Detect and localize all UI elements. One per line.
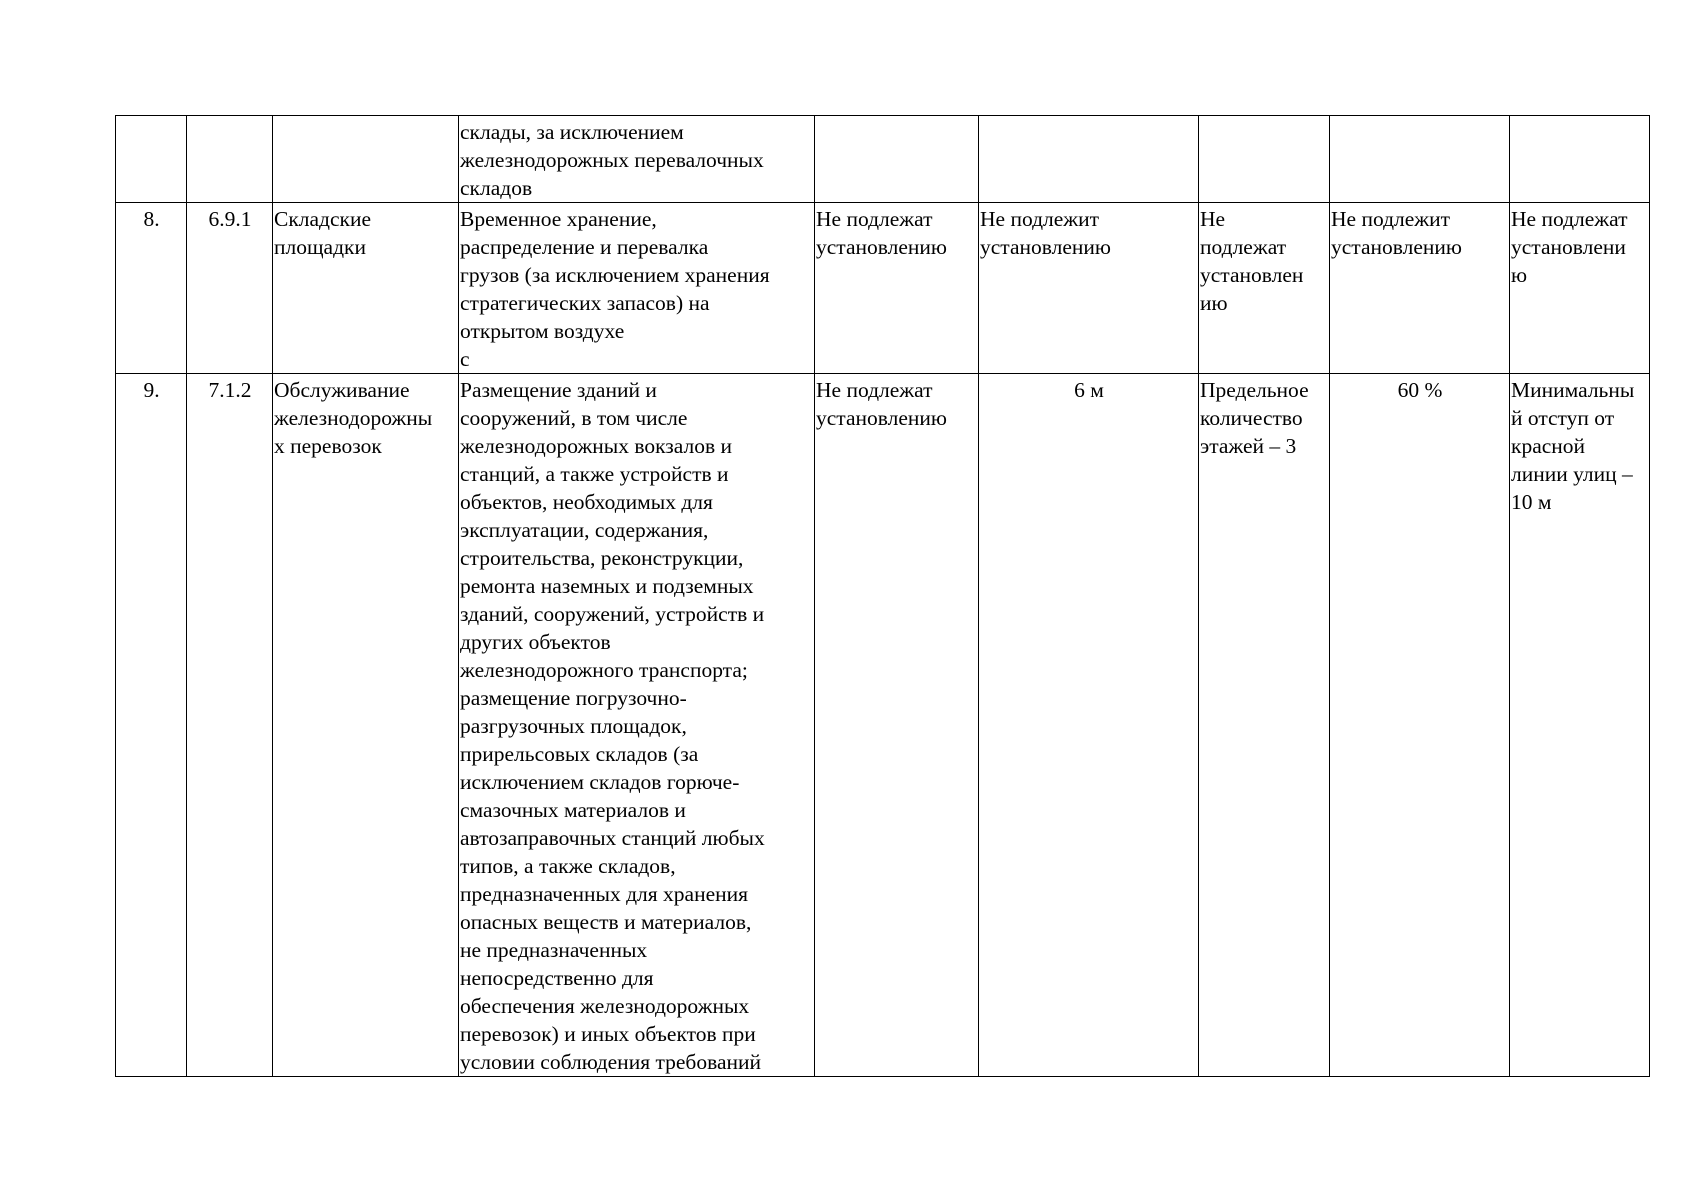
- code-cell: 6.9.1: [187, 203, 273, 374]
- name-cell: Обслуживание железнодорожны х перевозок: [273, 374, 459, 1077]
- value-cell: Предельное количество этажей – 3: [1199, 374, 1330, 1077]
- value-cell: Минимальны й отступ от красной линии улиц – 10 м: [1510, 374, 1650, 1077]
- document-table: [115, 115, 1650, 1077]
- code-cell: [187, 116, 273, 203]
- value-cell: 60 %: [1330, 374, 1510, 1077]
- value-cell: Не подлежат установлению: [815, 374, 979, 1077]
- table-row: [116, 116, 1650, 203]
- row-number-cell: 8.: [116, 203, 187, 374]
- value-cell: [979, 116, 1199, 203]
- table-row: [116, 203, 1650, 374]
- description-cell: Временное хранение, распределение и перевалка грузов (за исключением хранения стратегических запасов) на открытом воздухе с: [459, 203, 815, 374]
- table-row: [116, 374, 1650, 1077]
- value-cell: [815, 116, 979, 203]
- value-cell: [1510, 116, 1650, 203]
- value-cell: [1330, 116, 1510, 203]
- value-cell: Не подлежат установлен ию: [1199, 203, 1330, 374]
- description-cell: Размещение зданий и сооружений, в том числе железнодорожных вокзалов и станций, а также устройств и объектов, необходимых для эксплуатации, содержания, строительства, реконструкции, ремонта наземных и подземных зданий, сооружений, устройств и других объектов железнодорожного транспорта; размещение погрузочно- разгрузочных площадок, прирельсовых складов (за исключением складов горюче- смазочных материалов и автозаправочных станций любых типов, а также складов, предназначенных для хранения опасных веществ и материалов, не предназначенных непосредственно для обеспечения железнодорожных перевозок) и иных объектов при условии соблюдения требований: [459, 374, 815, 1077]
- value-cell: Не подлежит установлению: [1330, 203, 1510, 374]
- row-number-cell: 9.: [116, 374, 187, 1077]
- value-cell: Не подлежат установлению: [815, 203, 979, 374]
- value-cell: Не подлежит установлению: [979, 203, 1199, 374]
- value-cell: Не подлежат установлени ю: [1510, 203, 1650, 374]
- value-cell: [1199, 116, 1330, 203]
- name-cell: [273, 116, 459, 203]
- description-cell: склады, за исключением железнодорожных перевалочных складов: [459, 116, 815, 203]
- code-cell: 7.1.2: [187, 374, 273, 1077]
- row-number-cell: [116, 116, 187, 203]
- value-cell: 6 м: [979, 374, 1199, 1077]
- name-cell: Складские площадки: [273, 203, 459, 374]
